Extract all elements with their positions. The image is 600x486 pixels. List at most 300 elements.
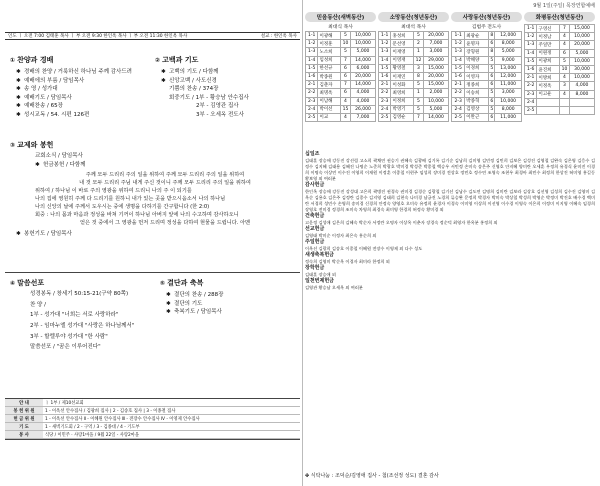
note-text: 고운정 김성애 김은희 김혜숙 박순자 서정란 오명자 이상옥 이춘자 장경숙 정순덕 최영자 한옥분 홍정희 외 (305, 219, 498, 225)
note-text: 정숙희 김영미 박순옥 이경자 최미라 한정희 외 (305, 259, 390, 265)
table-cell: 2-5 (379, 113, 391, 121)
fellowship-section (10, 140, 295, 239)
scripture: 성경봉독 / 창세기 50:15-21(구약 80쪽) (30, 291, 129, 297)
note-text: 한인옥 장승애 강동진 강성대 고은희 곽병진 권경숙 권미경 김경순 김광철 김기선 김남수 김도연 김명희 김미란 김보라 김상호 김선영 김성희 김수진 김영미 김옥순 김용호 김은주 김정란 김종수 김지영 김태희 김현숙 나미경 남궁진 노경희 류승완 문정희 박경자 박미숙 박상철 박성희 박영순 박정미 박진호 배수경 백미란 서경희 성민수 손영희 송미경 신경희 안정숙 양영호 오미숙 유정희 윤경자 이경숙 이미영 이상희 이선영 이수경 이영숙 이은희 이정미 이지영 이혜숙 임경희 장영호 전미경 정경희 조미숙 차영희 최경숙 최미영 한경희 허정숙 황미경 외 (305, 189, 595, 212)
table-cell: 2-3 (379, 97, 391, 105)
table-cell: 김영상 (465, 105, 489, 113)
note-text: 김영태 박미순 이정자 최은숙 홍순희 외 (305, 232, 377, 238)
order-item: ✱ 예배찬송 / 65장 (16, 103, 63, 110)
group-title: 소망동산(청년동산) (378, 12, 449, 22)
table-row (525, 41, 595, 49)
table-cell: 5 (413, 105, 423, 113)
group-title: 화평동산(청년동산) (524, 12, 595, 22)
table-cell: 3,000 (423, 48, 448, 56)
order-item: ✱ 축복기도 / 담임목사 (166, 309, 222, 316)
table-cell: 이교 (318, 113, 340, 121)
order-item: ✱ 경배의 찬양 / 거룩하신 하나님 주께 감사드려 (16, 69, 132, 75)
table-row (379, 72, 449, 80)
table-cell: 이재연 (391, 72, 413, 80)
table-cell: 2-2 (306, 89, 318, 97)
hymn-line: 나의 집에 영원히 주께 다 드리기를 원하니 내가 있는 곳을 받으시옵소서 나의 하나님 (35, 196, 226, 203)
table-cell: 8 (490, 33, 494, 39)
table-cell: 15,000 (423, 64, 448, 72)
table-cell: 5,000 (495, 48, 522, 56)
offering-hymn (10, 171, 295, 227)
offering-prayer: ✱ 봉헌기도 / 담임목사 (16, 231, 72, 238)
table-cell: 1-2 (452, 40, 465, 48)
praise-section (10, 55, 145, 119)
choir-line: 2부 - 임마누엘 성가대 "사랑은 하나님께서" (30, 323, 135, 330)
note-heading: 감사헌금 (305, 181, 325, 188)
table-cell: 이정훈 (318, 40, 340, 48)
table-row (379, 64, 449, 72)
order-item: ✱ 예배기도 / 담임목사 (16, 94, 72, 101)
table-cell: 20,000 (423, 72, 448, 80)
table-cell: 2-1 (452, 81, 465, 89)
table-cell: 2-3 (306, 97, 318, 105)
table-cell: 1-4 (379, 56, 391, 64)
table-cell: 1-1 (306, 32, 318, 40)
table-row (306, 72, 376, 80)
group-block (524, 12, 595, 122)
table-cell: 2-4 (379, 105, 391, 113)
table-cell: 이경희 (465, 64, 489, 72)
note-text: 이옥선 김광희 김송호 이종철 이혜원 전장수 이영제 외 다수 성도 (305, 246, 423, 251)
service-times: 인도 ㅣ 오전 7:00 김태훈 목사 ㅣ 부 오전 9:30 한인옥 목사 ㅣ 부 오전 11:30 한인옥 목사 (8, 34, 188, 39)
table-cell: 2-4 (525, 98, 537, 106)
table-cell (559, 98, 569, 106)
table-cell: 4,000 (350, 89, 375, 97)
table-cell: 1-2 (379, 40, 391, 48)
table-row (452, 81, 522, 89)
hymn-line: 주께 모두 드리리 주의 일을 위하여 주께 모두 드리리 주의 일을 위하여 (85, 172, 245, 179)
order-item: 2부 - 김영관 집사 (196, 103, 239, 110)
note-heading: 일천번제헌금 (305, 278, 334, 285)
table-row (525, 25, 595, 33)
hymn-line: 회중 : 나의 몸과 마음과 정성을 바쳐 기꺼이 하나님 아버지 앞에 나의 수고하며 감사하오니 (35, 212, 239, 219)
table-cell: 1 (413, 48, 423, 56)
table-row (306, 32, 376, 40)
table-cell: 한선규 (318, 64, 340, 72)
table-cell: 10,000 (350, 40, 375, 48)
table-cell: 박이선 (318, 105, 340, 113)
table-cell: 20,000 (350, 72, 375, 80)
order-item: ✱ 결단의 기도 (166, 300, 203, 307)
table-cell: 6 (490, 114, 494, 120)
note-heading: 십일조 (305, 151, 320, 157)
order-item: 기쁨의 찬송 / 374장 (169, 86, 219, 93)
table-cell: 1-6 (452, 72, 465, 80)
order-item: ✱ 송 영 / 성가대 (16, 86, 58, 93)
table-cell: 5 (490, 90, 494, 96)
table-row (379, 32, 449, 40)
order-item: 회중기도 / 1부 - 황승남 안수집사 (169, 94, 249, 101)
hymn-line: 나의 신앙의 날에 주께서 도우시는 중에 생명을 다하기를 간구합니다 (한 2:0) (35, 204, 210, 211)
table-cell: 6 (490, 41, 494, 47)
table-cell: 5 (413, 32, 423, 40)
note-heading: 주일헌금 (305, 238, 325, 245)
table-cell: 임성희 (318, 56, 340, 64)
table-cell: 10,000 (350, 32, 375, 40)
table-cell: 이남해 (318, 97, 340, 105)
table-cell: 4,000 (569, 82, 594, 90)
table-cell: 26,000 (350, 105, 375, 113)
table-cell: 2-2 (379, 89, 391, 97)
table-cell: 이정옥 (537, 82, 559, 90)
table-cell: 6 (340, 72, 350, 80)
table-cell (537, 106, 559, 114)
fellowship-title: ③ 교제와 봉헌 (10, 141, 54, 149)
table-cell: 3 (559, 82, 569, 90)
table-row (452, 32, 522, 40)
table-cell: 이고운 (537, 90, 559, 98)
table-cell: 11,000 (495, 81, 522, 89)
table-cell: 11,000 (495, 113, 522, 121)
choir-line: 3부 - 할렐루야 성가대 "한 사람" (30, 333, 108, 340)
note-text: 김태훈 장승애 강동진 강선림 고소희 곽채연 권승기 권혜숙 김광배 김기록 김기순 김남희 김미영 김민정 김민희 김보은 김성진 김영철 김완숙 김은영 김응수 김정수 김지혜 김태용 김혜진 나명순 노준희 박광호 박미경 박성준 박종철 백승우 서민정 손미숙 송은주 신영호 안지혜 양미란 오세훈 우정희 유경식 윤미진 이경희 이명숙 이상민 이수진 이영희 이재원 이정훈 이종철 이현주 임성희 장미경 전상호 정민호 정수연 조영숙 조현우 최경아 최민수 최정희 한상진 허미영 홍길동 황보영 외 여러분 (305, 158, 595, 181)
table-cell: 박영기 (391, 105, 413, 113)
table-cell: 2-4 (306, 105, 318, 113)
table-cell: 이완근 (465, 113, 489, 121)
table-cell: 7 (413, 113, 423, 121)
table-row (379, 97, 449, 105)
table-cell: 3 (413, 64, 423, 72)
table-row (306, 48, 376, 56)
table-cell: 최명옥 (318, 89, 340, 97)
table-cell: 1-3 (452, 48, 465, 56)
hymn-line: 위하여 / 하나님 이 바로 주의 영광을 위하여 드리니 나의 주 이 되기를 (35, 188, 192, 195)
table-cell: 8,000 (495, 40, 522, 48)
group-title: 사랑동산(청년동산) (451, 12, 522, 22)
table-cell: 6 (490, 74, 494, 80)
table-cell: 7 (559, 25, 569, 33)
table-row (525, 33, 595, 41)
table-cell: 이성화 (391, 81, 413, 89)
table-cell: 7 (340, 81, 350, 89)
table-row (452, 97, 522, 105)
table-cell: 6 (340, 64, 350, 72)
table-row (306, 113, 376, 121)
group-block (378, 12, 449, 122)
table-cell: 4 (559, 33, 569, 41)
table-cell (559, 106, 569, 114)
group-leader: 김범주 전도사 (471, 25, 502, 30)
table-cell: 노소희 (318, 48, 340, 56)
table-cell: 5 (490, 57, 494, 63)
table-row (306, 89, 376, 97)
confess-title: ② 고백과 기도 (155, 56, 199, 64)
table-cell: 3,000 (495, 89, 522, 97)
note-heading: 새생축복헌금 (305, 251, 334, 258)
choir-label: 찬 양 / (30, 301, 46, 308)
table-row (452, 105, 522, 113)
table-cell: 1-5 (525, 57, 537, 65)
table-cell: 5 (490, 106, 494, 112)
note-heading: 장학헌금 (305, 265, 325, 271)
table-row (306, 56, 376, 64)
table-cell: 5 (559, 57, 569, 65)
table-cell: 1-1 (452, 32, 465, 40)
order-item: ✱ 성시교독 / 54. 시편 126편 (16, 111, 90, 118)
table-cell: 이정남 (537, 33, 559, 41)
table-cell: 12,000 (495, 72, 522, 80)
table-row (379, 113, 449, 121)
table-row: 봉 사 식당 / 이민주 · 사랑1마을 / 9월 22일 - 사랑2마을 (5, 431, 300, 439)
table-cell: 7,000 (350, 113, 375, 121)
table-cell: 8 (490, 49, 494, 55)
table-cell: 1-5 (452, 64, 465, 72)
table-cell: 1-6 (306, 72, 318, 80)
table-cell: 10,000 (569, 57, 594, 65)
table-cell: 9,000 (495, 56, 522, 64)
table-cell: 2,000 (423, 89, 448, 97)
table-row (525, 82, 595, 90)
table-cell: 윤명자 (465, 40, 489, 48)
table-cell: 2 (413, 40, 423, 48)
group-block (451, 12, 522, 122)
table-cell: 5 (413, 97, 423, 105)
preacher: 설교 : 한인옥 목사 (260, 34, 297, 39)
table-cell: 5 (490, 65, 494, 71)
table-cell: 4,000 (350, 97, 375, 105)
table-cell: 10,000 (569, 74, 594, 82)
table-cell: 1-1 (525, 25, 537, 33)
table-cell: 5 (413, 81, 423, 89)
table-cell: 20,000 (423, 32, 448, 40)
table-cell: 1-3 (525, 41, 537, 49)
table-cell: 이재영 (391, 48, 413, 56)
table-cell: 12,000 (495, 32, 522, 40)
sermon-title: ④ 말씀선포 (10, 279, 45, 287)
table-cell: 최영희 (391, 89, 413, 97)
table-cell: 이광희 (537, 57, 559, 65)
table-cell (569, 98, 594, 106)
table-cell: 구영신 (537, 25, 559, 33)
table-cell: 5 (340, 32, 350, 40)
table-cell: 14,000 (350, 56, 375, 64)
table-cell: 8 (413, 72, 423, 80)
hymn-line: 내 것 모두 드리리 주님 내게 주신 것이니 주께 모두 드리리 주의 일을 위하여 (79, 180, 251, 187)
table-row (452, 89, 522, 97)
table-cell: 이정희 (391, 97, 413, 105)
table-cell: 박해양 (465, 56, 489, 64)
group-block (305, 12, 376, 122)
table-row (306, 64, 376, 72)
table-cell: 5,000 (423, 105, 448, 113)
group-leader: 최대식 목사 (328, 25, 353, 30)
table-cell: 7,000 (423, 40, 448, 48)
table-cell: 4 (340, 113, 350, 121)
table-cell: 최광순 (465, 32, 489, 40)
table-cell: 7 (340, 56, 350, 64)
table-cell: 10,000 (569, 33, 594, 41)
hymn-line: 얻은 것 중에서 그 영광을 먼저 드리며 정성을 다하여 현물을 드립니다. 아멘 (79, 220, 251, 227)
table-cell: 이원정 (537, 49, 559, 57)
offering-notes (305, 151, 595, 291)
table-cell: 29,000 (423, 56, 448, 64)
confess-section (155, 55, 295, 119)
table-row (525, 74, 595, 82)
group-title: 믿음동산(새벽동산) (305, 12, 376, 22)
table-row (379, 56, 449, 64)
table-cell: 황영철 (391, 64, 413, 72)
table-cell: 2-3 (525, 90, 537, 98)
table-row (306, 105, 376, 113)
note-text: 김영관 황승남 오세옥 외 여러분 (305, 285, 363, 291)
closing-section (160, 278, 295, 317)
table-cell: 김춘자 (318, 81, 340, 89)
table-cell: 2-3 (452, 97, 465, 105)
table-cell: 이승희 (465, 89, 489, 97)
table-cell: 10,000 (495, 97, 522, 105)
table-row: 봉 헌 위 원 1 - 이옥선 안수집사 / 김광희 집사 | 2 - 김송호 집사 | 3 - 이종철 집사 (5, 407, 300, 415)
divider (5, 272, 300, 273)
table-cell: 2-5 (306, 113, 318, 121)
table-row (525, 106, 595, 114)
group-tables (305, 12, 595, 122)
table-cell: 윤진희 (537, 65, 559, 73)
table-cell: 5,000 (569, 49, 594, 57)
table-cell: 1-1 (379, 32, 391, 40)
table-row (525, 57, 595, 65)
table-cell: 5 (340, 48, 350, 56)
order-item: ✱ 고백의 기도 / 다함께 (161, 69, 219, 75)
table-cell: 4 (559, 90, 569, 98)
table-cell: 1 (413, 89, 423, 97)
table-row (379, 81, 449, 89)
table-cell: 문선영 (391, 40, 413, 48)
table-cell: 2-2 (452, 89, 465, 97)
table-cell: 이영재 (391, 56, 413, 64)
table-row (525, 90, 595, 98)
table-cell: 4 (559, 41, 569, 49)
right-header: 9월 1일(주일) 목장연합예배 (533, 3, 595, 9)
table-cell: 8,000 (569, 90, 594, 98)
order-item: ✱ 결단의 찬송 / 288장 (166, 292, 224, 298)
service-header (5, 32, 300, 40)
table-cell (537, 98, 559, 106)
sermon-section (10, 278, 160, 352)
table-cell: 박종원 (318, 72, 340, 80)
table-row (525, 49, 595, 57)
table-row (306, 40, 376, 48)
table-cell: 김영순 (391, 113, 413, 121)
table-cell: 5,000 (350, 48, 375, 56)
notice-table (5, 398, 300, 440)
table-cell: 6 (490, 82, 494, 88)
table-cell: 홍성희 (391, 32, 413, 40)
table-row (452, 56, 522, 64)
order-item: ✱ 신앙고백 / 사도신경 (161, 77, 217, 84)
note-text: 김태훈 장승애 외 (305, 272, 336, 278)
table-cell: 4 (340, 97, 350, 105)
table-row (525, 65, 595, 73)
table-cell: 2-1 (306, 81, 318, 89)
note-heading: 선교헌금 (305, 225, 325, 232)
table-cell: 6 (490, 98, 494, 104)
offering-item: ✱ 헌금봉헌 / 다함께 (35, 161, 86, 168)
choir-line: 1부 - 성가대 "너희는 서로 사랑하라" (30, 312, 119, 319)
table-cell: 1-3 (306, 48, 318, 56)
table-cell: 1-2 (306, 40, 318, 48)
table-row (525, 98, 595, 106)
table-row (452, 40, 522, 48)
table-cell: 2-1 (525, 74, 537, 82)
table-row (306, 81, 376, 89)
table-cell: 2-5 (525, 106, 537, 114)
praise-title: ① 찬양과 경배 (10, 56, 54, 64)
news-item: 교회소식 / 담임목사 (35, 153, 83, 159)
table-cell: 1-5 (306, 64, 318, 72)
table-cell: 주일만 (537, 41, 559, 49)
page-divider (302, 0, 303, 486)
table-cell: 2-2 (525, 82, 537, 90)
table-cell: 1-3 (379, 48, 391, 56)
table-cell: 6,000 (350, 64, 375, 72)
table-cell: 10 (340, 40, 350, 48)
table-cell: 14,000 (423, 113, 448, 121)
table-row (379, 105, 449, 113)
order-item: 3부 - 오세옥 전도사 (196, 111, 244, 118)
closing-title: ⑤ 결단과 축복 (160, 279, 204, 287)
table-cell: 1-6 (379, 72, 391, 80)
left-page (5, 0, 300, 486)
table-row (452, 48, 522, 56)
table-cell: 15,000 (569, 25, 594, 33)
table-cell: 이광해 (318, 32, 340, 40)
group-leader: 최대석 목사 (401, 25, 426, 30)
table-cell: 이영자 (465, 72, 489, 80)
table-cell: 15,000 (423, 81, 448, 89)
table-cell: 30,000 (569, 65, 594, 73)
table-cell: 13,000 (495, 64, 522, 72)
table-cell: 6 (340, 89, 350, 97)
table-cell: 2-4 (452, 105, 465, 113)
table-cell: 1-4 (452, 56, 465, 64)
table-row (306, 97, 376, 105)
table-cell: 4 (559, 74, 569, 82)
table-row (379, 89, 449, 97)
table-cell: 6 (559, 49, 569, 57)
table-cell: 1-4 (306, 56, 318, 64)
table-row: 기 도 1 - 새벽기도회 / 2 - 구역 / 3 - 김종대 / 4 - 기도부 (5, 423, 300, 431)
table-row (452, 113, 522, 121)
table-cell: 1-2 (525, 33, 537, 41)
table-cell: 정종희 (465, 81, 489, 89)
note-heading: 건축헌금 (305, 212, 325, 219)
table-cell: 14,000 (350, 81, 375, 89)
table-cell: 1-5 (379, 64, 391, 72)
table-row (452, 64, 522, 72)
table-cell: 10 (559, 65, 569, 73)
table-cell: 15 (340, 105, 350, 113)
table-cell: 2-1 (379, 81, 391, 89)
table-cell (569, 106, 594, 114)
table-cell: 20,000 (569, 41, 594, 49)
footer-note: ✤ 식탁나눔 : 조덕순/김영애 집사 - 첨(조선정 성도) 결혼 감사 (305, 473, 439, 479)
table-row (379, 48, 449, 56)
table-cell: 이방희 (537, 74, 559, 82)
table-row (452, 72, 522, 80)
table-row (379, 40, 449, 48)
order-item: ✱ 예배에의 부름 / 담임목사 (16, 77, 85, 84)
table-cell: 1-4 (525, 49, 537, 57)
table-row: 헌 금 위 원 1 - 이옥선 안수집사 Ⅱ - 이혜원 안수집사 Ⅲ - 전장수 안수집사 Ⅳ - 이영제 안수집사 (5, 415, 300, 423)
table-cell: 12 (413, 56, 423, 64)
message-title: 말씀선포 / "꿈은 이루어진다" (30, 344, 101, 351)
table-cell: 8,000 (495, 105, 522, 113)
table-row: 안 내 ㅣ 1부 / 제10선교회 (5, 399, 300, 407)
